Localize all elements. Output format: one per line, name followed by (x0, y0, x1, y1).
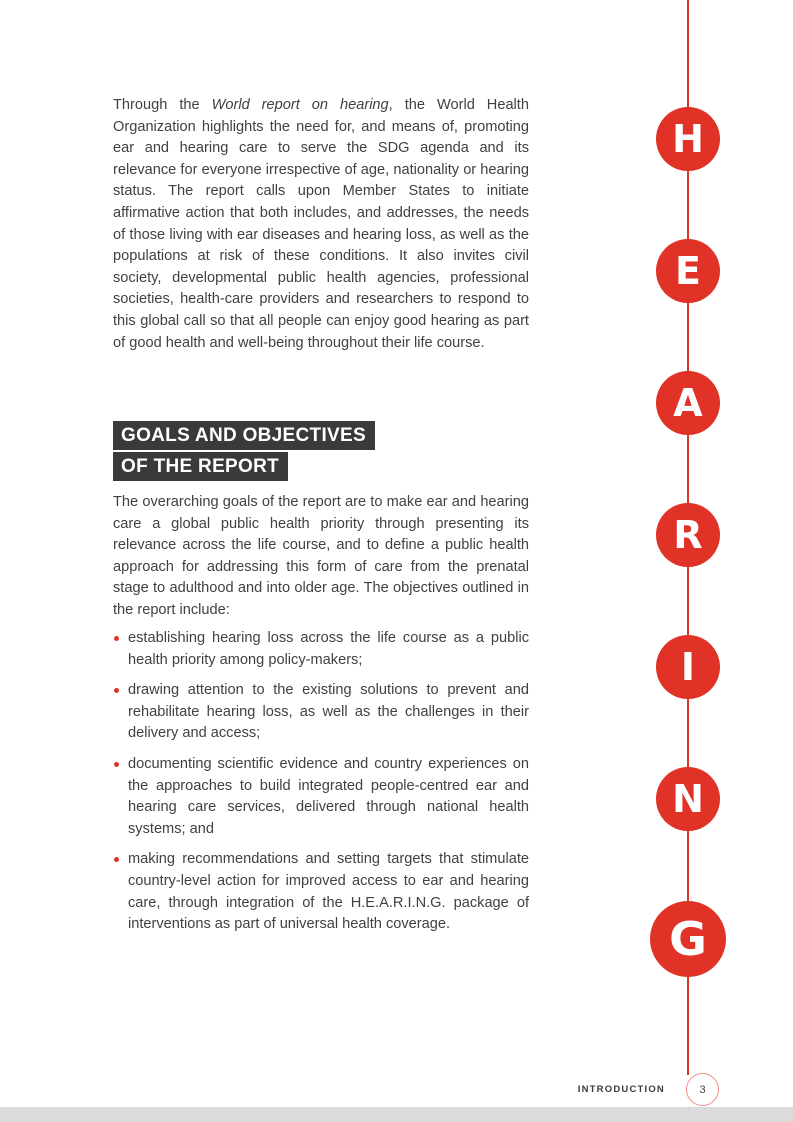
section-heading-line-2: OF THE REPORT (113, 452, 288, 481)
hearing-letter: I (680, 645, 696, 689)
hearing-letter-badge-g (650, 901, 726, 977)
list-item-text: making recommendations and setting targets that stimulate country-level action for improved access to ear and hearing care, through integration of the H.E.A.R.I.N.G. package of interventions as part of universal health coverage. (128, 851, 529, 933)
list-item-text: drawing attention to the existing solutions to prevent and rehabilitate hearing loss, as well as the challenges in their delivery and access; (128, 682, 529, 742)
hearing-letter: G (669, 912, 707, 966)
list-item-text: establishing hearing loss across the life course as a public health priority among policy-makers; (128, 630, 529, 668)
footer-section-label: INTRODUCTION (577, 1084, 665, 1095)
hearing-letter-badge-e (656, 239, 720, 303)
intro-text-pre: Through the (113, 97, 212, 113)
list-item-text: documenting scientific evidence and country experiences on the approaches to build integrated people-centred ear and hearing care services, delivered through national health systems; and (128, 755, 529, 837)
report-title-italic: World report on hearing (211, 97, 389, 113)
hearing-letter: H (672, 117, 704, 161)
hearing-letter: E (675, 249, 701, 293)
intro-paragraph (113, 95, 529, 354)
goals-paragraph: The overarching goals of the report are to make ear and hearing care a global public health priority through presenting its relevance across the life course, and to define a public health approach for addressing this form of care from the prenatal stage to adulthood and into older age. The objectives outlined in the report include: (113, 494, 529, 618)
hearing-letter: N (672, 777, 704, 821)
page-number: 3 (699, 1083, 706, 1096)
bullet-dot-icon (114, 857, 119, 862)
hearing-letter-badge-n (656, 767, 720, 831)
bullet-dot-icon (114, 688, 119, 693)
bullet-dot-icon (114, 762, 119, 767)
list-item (113, 680, 529, 745)
section-heading-row-2 (113, 452, 375, 483)
list-item (113, 628, 529, 671)
objectives-list (113, 628, 529, 945)
list-item (113, 849, 529, 935)
page-number-badge (686, 1073, 719, 1106)
section-heading (113, 421, 375, 483)
hearing-letter-badge-h (656, 107, 720, 171)
bullet-dot-icon (114, 636, 119, 641)
list-item (113, 754, 529, 840)
hearing-letter: R (673, 513, 703, 557)
hearing-letter-badge-a (656, 371, 720, 435)
hearing-letter-badge-r (656, 503, 720, 567)
hearing-letter-badge-i (656, 635, 720, 699)
section-heading-row-1 (113, 421, 375, 452)
footer-bar (0, 1107, 793, 1122)
section-heading-line-1: GOALS AND OBJECTIVES (113, 421, 375, 450)
intro-text-post: , the World Health Organization highlights the need for, and means of, promoting ear and hearing care to serve the SDG agenda and its relevance for everyone irrespective of age, nationality or hearing status. The report calls upon Member States to initiate affirmative action that both includes, and addresses, the needs of those living with ear diseases and hearing loss, as well as the populations at risk of these conditions. It also invites civil society, developmental public health agencies, professional societies, health-care providers and researchers to respond to this global call so that all people can enjoy good hearing as part of good health and well-being throughout their life course. (113, 97, 529, 351)
hearing-letter: A (673, 381, 703, 425)
